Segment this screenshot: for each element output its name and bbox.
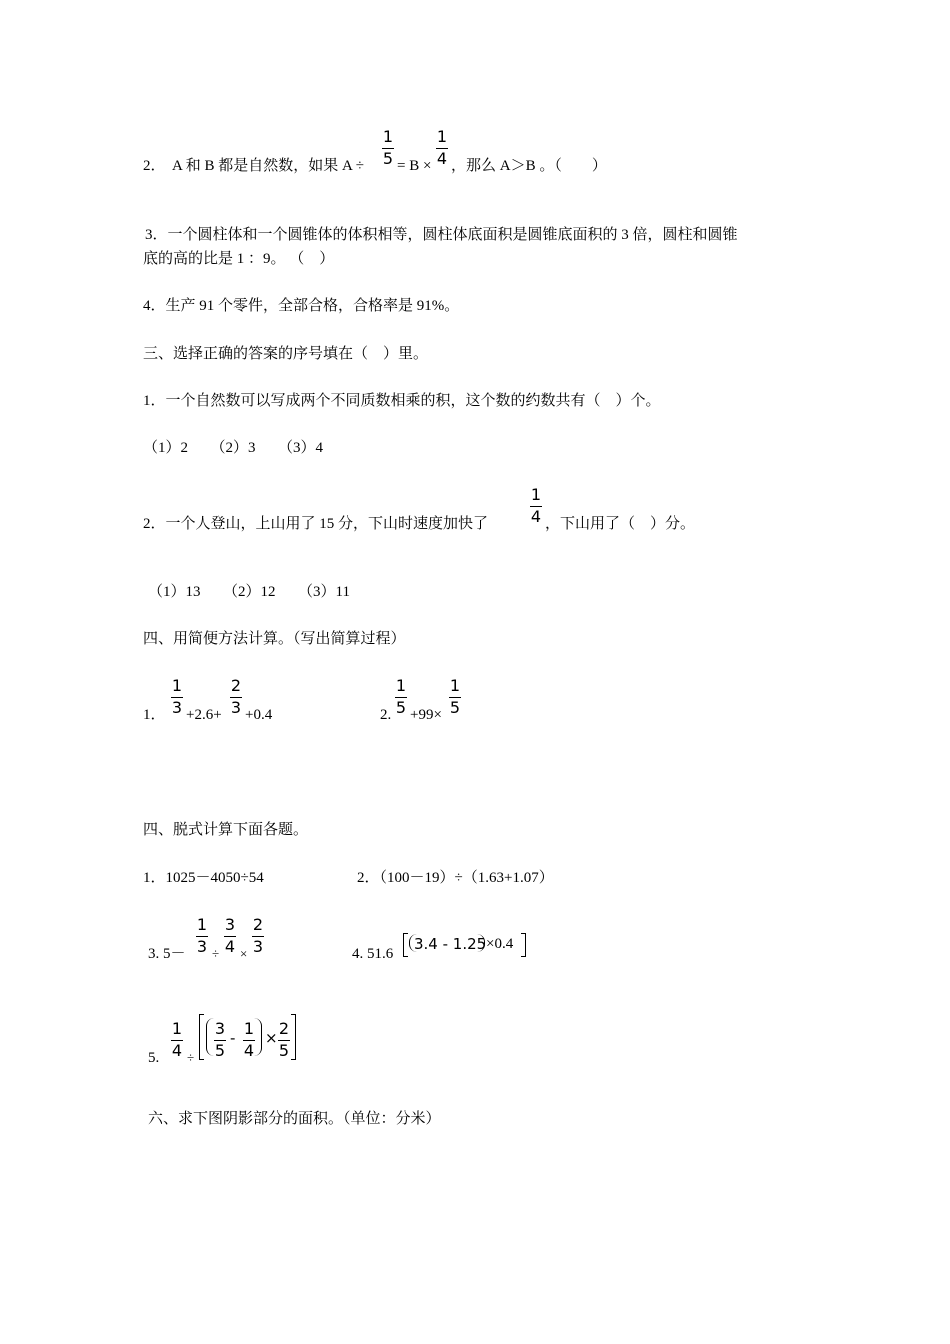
fraction-denominator: 5 xyxy=(278,1041,290,1060)
fraction-numerator: 1 xyxy=(171,676,183,695)
right-bracket xyxy=(521,933,526,957)
choice-q2-options: （1）13 （2）12 （3）11 xyxy=(148,584,350,600)
fraction-numerator: 1 xyxy=(395,676,407,695)
choice-q2-text-part1: 2．一个人登山，上山用了 15 分，下山时速度加快了 xyxy=(143,516,489,532)
fraction-numerator: 2 xyxy=(278,1019,290,1038)
simple-heading: 四、用简便方法计算。（写出简算过程） xyxy=(143,631,406,647)
fraction-denominator: 3 xyxy=(171,698,183,717)
judge-q2-fraction-1-4 xyxy=(435,128,449,168)
stepwise-p1: 1．1025－4050÷54 xyxy=(143,870,264,886)
simple-p2-fraction-1-5-a xyxy=(394,677,408,717)
simple-p2-number: 2. xyxy=(380,707,392,723)
right-paren xyxy=(254,1018,262,1056)
judge-q2-text-part3: ，那么 A＞B 。（ ） xyxy=(451,158,607,174)
stepwise-p5-fraction-3-5 xyxy=(213,1020,227,1060)
stepwise-heading: 四、脱式计算下面各题。 xyxy=(143,822,309,838)
choice-q2-text-part2: ，下山用了（ ）分。 xyxy=(545,516,696,532)
left-bracket xyxy=(199,1014,204,1060)
fraction-denominator: 5 xyxy=(214,1041,226,1060)
fraction-denominator: 3 xyxy=(230,698,242,717)
fraction-numerator: 3 xyxy=(214,1019,226,1038)
fraction-denominator: 4 xyxy=(171,1041,183,1060)
choice-q1-options: （1）2 （2）3 （3）4 xyxy=(143,440,324,456)
stepwise-p5-fraction-1-4 xyxy=(170,1020,184,1060)
stepwise-p5-fraction-2-5 xyxy=(277,1020,291,1060)
choice-q1-text: 1．一个自然数可以写成两个不同质数相乘的积，这个数的约数共有（ ）个。 xyxy=(143,393,661,409)
stepwise-p4-lead: 4. 51.6 xyxy=(352,946,394,962)
judge-q2-text-part1: A 和 B 都是自然数，如果 A ÷ xyxy=(172,158,364,174)
fraction-numerator: 1 xyxy=(171,1019,183,1038)
fraction-numerator: 1 xyxy=(530,485,542,504)
stepwise-p2: 2．（100－19）÷（1.63+1.07） xyxy=(357,870,554,886)
judge-q4: 4．生产 91 个零件，全部合格，合格率是 91%。 xyxy=(143,298,460,314)
fraction-denominator: 5 xyxy=(449,698,461,717)
fraction-numerator: 2 xyxy=(230,676,242,695)
simple-p1-fraction-1-3 xyxy=(170,677,184,717)
fraction-denominator: 4 xyxy=(530,507,542,526)
judge-q2-fraction-1-5 xyxy=(381,128,395,168)
fraction-numerator: 3 xyxy=(224,915,236,934)
stepwise-p4-inner: 3.4 - 1.25 xyxy=(414,935,487,953)
fraction-numerator: 1 xyxy=(196,915,208,934)
fraction-denominator: 4 xyxy=(436,149,448,168)
area-heading: 六、求下图阴影部分的面积。（单位：分米） xyxy=(148,1111,441,1127)
fraction-denominator: 5 xyxy=(395,698,407,717)
choice-q2-fraction-1-4 xyxy=(529,486,543,526)
fraction-denominator: 5 xyxy=(382,149,394,168)
simple-p1-fraction-2-3 xyxy=(229,677,243,717)
stepwise-p3-divide: ÷ xyxy=(212,946,220,961)
simple-p2-fraction-1-5-b xyxy=(448,677,462,717)
right-bracket xyxy=(291,1014,296,1060)
fraction-numerator: 1 xyxy=(449,676,461,695)
stepwise-p5-number: 5. xyxy=(148,1050,160,1066)
fraction-numerator: 2 xyxy=(252,915,264,934)
stepwise-p5-divide: ÷ xyxy=(187,1050,195,1065)
simple-p1-number: 1． xyxy=(143,707,166,723)
fraction-denominator: 4 xyxy=(224,937,236,956)
judge-q3-line-1: 3．一个圆柱体和一个圆锥体的体积相等，圆柱体底面积是圆锥底面积的 3 倍，圆柱和圆锥 xyxy=(145,227,738,243)
fraction-denominator: 3 xyxy=(252,937,264,956)
fraction-denominator: 3 xyxy=(196,937,208,956)
stepwise-p3-lead: 3. 5－ xyxy=(148,946,186,962)
stepwise-p3-times: × xyxy=(240,946,248,961)
fraction-numerator: 1 xyxy=(382,127,394,146)
simple-p1-tail: +0.4 xyxy=(245,707,273,723)
stepwise-p3-fraction-3-4 xyxy=(223,916,237,956)
fraction-denominator: 4 xyxy=(243,1041,255,1060)
stepwise-p5-minus: - xyxy=(230,1029,236,1047)
fraction-numerator: 1 xyxy=(243,1019,255,1038)
stepwise-p4-tail: ×0.4 xyxy=(486,936,514,952)
judge-q3-line-2: 底的高的比是 1 ：9。 （ ） xyxy=(143,251,335,267)
simple-p1-middle: +2.6+ xyxy=(186,707,222,723)
simple-p2-middle: +99× xyxy=(410,707,442,723)
judge-q2-number: 2． xyxy=(143,158,166,174)
judge-q2-text-part2: = B × xyxy=(397,158,432,174)
fraction-numerator: 1 xyxy=(436,127,448,146)
choice-heading: 三、选择正确的答案的序号填在（ ）里。 xyxy=(143,346,429,362)
stepwise-p3-fraction-1-3 xyxy=(195,916,209,956)
stepwise-p3-fraction-2-3 xyxy=(251,916,265,956)
left-bracket xyxy=(403,933,408,957)
stepwise-p5-times: × xyxy=(265,1029,278,1047)
